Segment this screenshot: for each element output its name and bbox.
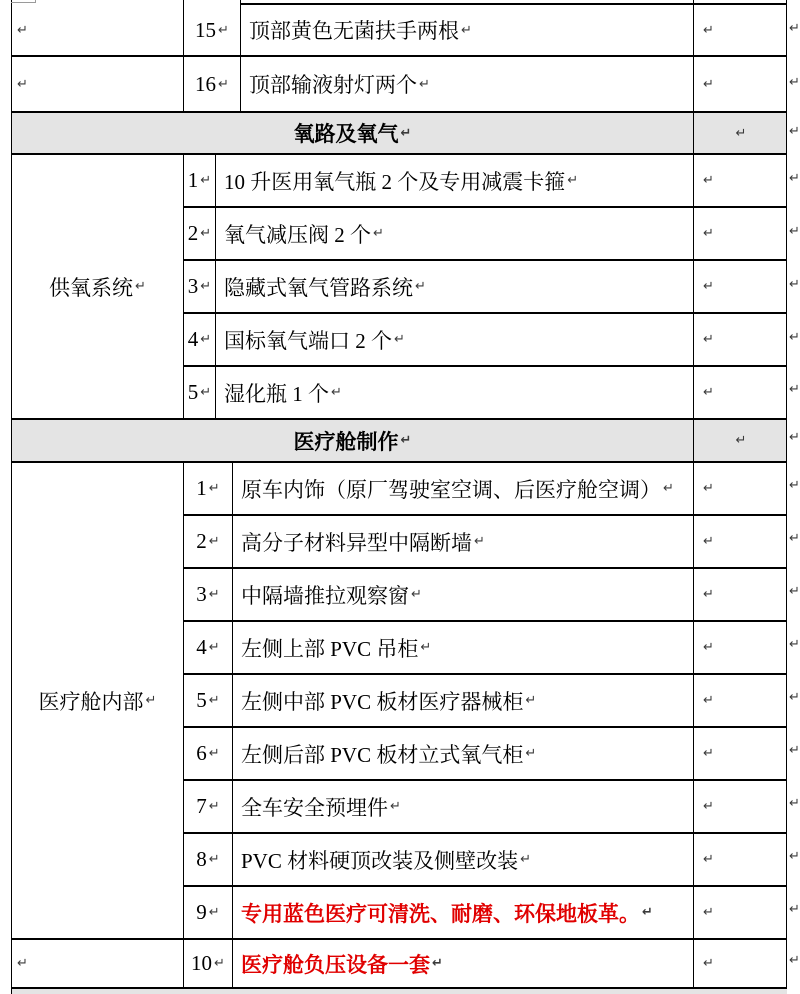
- item-description: 全车安全预埋件: [241, 795, 388, 820]
- item-description-cell: [233, 675, 694, 726]
- row-number-cell: [184, 367, 216, 418]
- paragraph-mark-icon: ↵: [703, 640, 714, 655]
- paragraph-mark-icon: ↵: [208, 640, 220, 655]
- row-number-cell: [184, 57, 241, 111]
- paragraph-mark-icon: ↵: [520, 852, 532, 867]
- item-description: 顶部黄色无菌扶手两根: [249, 19, 459, 43]
- item-description-cell: [216, 155, 694, 206]
- paragraph-mark-icon: ↵: [17, 76, 28, 92]
- paragraph-mark-icon: ↵: [218, 76, 229, 92]
- row-number: 1: [187, 168, 199, 192]
- table-row: [184, 569, 787, 622]
- paragraph-mark-icon: ↵: [208, 693, 220, 708]
- section-rows: [184, 155, 787, 418]
- paragraph-mark-icon: ↵: [789, 330, 800, 345]
- row-number: 2: [187, 221, 199, 245]
- table-row: [184, 728, 787, 781]
- row-number: 3: [196, 582, 207, 606]
- row-number: 10: [191, 951, 213, 975]
- row-number: 6: [196, 741, 207, 765]
- item-description: 原车内饰（原厂驾驶室空调、后医疗舱空调）: [241, 477, 661, 502]
- paragraph-mark-icon: ↵: [789, 75, 800, 90]
- row-number-cell: [184, 261, 216, 312]
- paragraph-mark-icon: ↵: [208, 481, 220, 496]
- paragraph-mark-icon: ↵: [703, 534, 714, 549]
- table-row: [12, 57, 787, 113]
- paragraph-mark-icon: ↵: [208, 905, 220, 920]
- remarks-cell-empty: [694, 940, 787, 987]
- paragraph-mark-icon: ↵: [703, 385, 714, 400]
- paragraph-mark-icon: ↵: [789, 953, 800, 968]
- row-number-cell: [184, 155, 216, 206]
- row-number: 8: [196, 847, 207, 871]
- paragraph-mark-icon: ↵: [208, 534, 220, 549]
- paragraph-mark-icon: ↵: [415, 279, 426, 294]
- table-row: [184, 622, 787, 675]
- paragraph-mark-icon: ↵: [400, 433, 412, 448]
- item-description-cell: [216, 261, 694, 312]
- item-description-cell: [241, 57, 694, 111]
- paragraph-mark-icon: ↵: [474, 534, 485, 549]
- row-number-cell: [184, 516, 233, 567]
- paragraph-mark-icon: ↵: [200, 173, 212, 188]
- section-header-row: [12, 420, 787, 463]
- remarks-cell-empty: [694, 208, 787, 259]
- table-row: [184, 463, 787, 516]
- paragraph-mark-icon: ↵: [789, 584, 800, 599]
- remarks-cell-empty: [694, 781, 787, 832]
- paragraph-mark-icon: ↵: [789, 849, 800, 864]
- section-header-row: [12, 113, 787, 155]
- paragraph-mark-icon: ↵: [419, 76, 430, 92]
- item-description: 国标氧气端口 2 个: [224, 328, 392, 353]
- paragraph-mark-icon: ↵: [214, 956, 225, 971]
- item-description: 隐藏式氧气管路系统: [224, 275, 413, 300]
- remarks-cell-empty: [694, 622, 787, 673]
- remarks-cell-empty: [694, 834, 787, 885]
- paragraph-mark-icon: ↵: [200, 385, 212, 400]
- paragraph-mark-icon: ↵: [789, 171, 800, 186]
- section-header-cell: [12, 420, 694, 461]
- row-number: 1: [196, 476, 207, 500]
- section-header-remarks-cell: [694, 113, 787, 153]
- equipment-table: [11, 0, 787, 994]
- item-description: 高分子材料异型中隔断墙: [241, 530, 472, 555]
- item-description-cell: [233, 781, 694, 832]
- row-number: 4: [187, 327, 199, 351]
- item-description: 左侧中部 PVC 板材医疗器械柜: [241, 689, 524, 714]
- row-number: 16: [195, 71, 217, 96]
- item-description-cell: [233, 887, 694, 938]
- paragraph-mark-icon: ↵: [525, 746, 537, 761]
- table-row: [184, 155, 787, 208]
- category-cell: [12, 463, 184, 938]
- row-number: 3: [187, 274, 199, 298]
- row-number: 7: [196, 794, 207, 818]
- table-row: [12, 940, 787, 989]
- remarks-cell-empty: [694, 261, 787, 312]
- item-description-cell: [241, 5, 694, 55]
- category-cell-empty: [12, 5, 184, 55]
- category-label: 供氧系统: [49, 275, 134, 300]
- table-row: [184, 314, 787, 367]
- row-number-cell: [184, 622, 233, 673]
- paragraph-mark-icon: ↵: [703, 22, 714, 38]
- table-row: [184, 516, 787, 569]
- remarks-cell-empty: [694, 675, 787, 726]
- table-top-cutoff-row: [12, 0, 787, 5]
- item-description-cell: [233, 516, 694, 567]
- paragraph-mark-icon: ↵: [200, 279, 212, 294]
- table-row: [184, 675, 787, 728]
- row-number-cell: [184, 887, 233, 938]
- remarks-cell-empty: [694, 5, 787, 55]
- paragraph-mark-icon: ↵: [703, 905, 714, 920]
- table-row: [184, 887, 787, 938]
- paragraph-mark-icon: ↵: [789, 277, 800, 292]
- remarks-cell-empty: [694, 367, 787, 418]
- paragraph-mark-icon: ↵: [567, 173, 579, 188]
- paragraph-mark-icon: ↵: [789, 743, 800, 758]
- paragraph-mark-icon: ↵: [208, 852, 220, 867]
- paragraph-mark-icon: ↵: [663, 481, 674, 496]
- paragraph-mark-icon: ↵: [789, 902, 800, 917]
- category-cell: [12, 155, 184, 418]
- item-description-cell: [233, 728, 694, 779]
- item-description-cell: [216, 314, 694, 365]
- table-row: [184, 208, 787, 261]
- paragraph-mark-icon: ↵: [703, 799, 714, 814]
- row-number: 4: [196, 635, 207, 659]
- row-number-cell: [184, 675, 233, 726]
- paragraph-mark-icon: ↵: [461, 22, 472, 38]
- paragraph-mark-icon: ↵: [400, 125, 412, 141]
- paragraph-mark-icon: ↵: [703, 693, 714, 708]
- remarks-cell-empty: [694, 569, 787, 620]
- remarks-cell-empty: [694, 728, 787, 779]
- row-number: 9: [196, 900, 207, 924]
- paragraph-mark-icon: ↵: [789, 531, 800, 546]
- paragraph-mark-icon: ↵: [703, 173, 714, 188]
- row-number-cell: [184, 834, 233, 885]
- item-description-cell: [233, 834, 694, 885]
- paragraph-mark-icon: ↵: [789, 430, 800, 445]
- table-row: [12, 5, 787, 57]
- category-label: 医疗舱内部: [38, 689, 144, 714]
- paragraph-mark-icon: ↵: [703, 332, 714, 347]
- item-description: 湿化瓶 1 个: [224, 381, 329, 406]
- section-header-cell: [12, 113, 694, 153]
- category-cell-empty: [12, 57, 184, 111]
- item-description-cell: [233, 622, 694, 673]
- paragraph-mark-icon: ↵: [17, 956, 28, 971]
- table-row: [184, 834, 787, 887]
- paragraph-mark-icon: ↵: [331, 385, 342, 400]
- paragraph-mark-icon: ↵: [789, 382, 800, 397]
- remarks-cell-empty: [694, 155, 787, 206]
- remarks-cell-empty: [694, 463, 787, 514]
- remarks-cell-empty: [694, 887, 787, 938]
- paragraph-mark-icon: ↵: [703, 481, 714, 496]
- row-number: 5: [196, 688, 207, 712]
- remarks-cell-empty: [694, 314, 787, 365]
- category-cell-empty: [12, 940, 184, 987]
- table-row: [184, 367, 787, 418]
- paragraph-mark-icon: ↵: [432, 956, 443, 971]
- item-description: 医疗舱负压设备一套: [241, 952, 430, 977]
- row-number-cell: [184, 463, 233, 514]
- item-description-cell: [233, 569, 694, 620]
- paragraph-mark-icon: ↵: [218, 22, 229, 38]
- paragraph-mark-icon: ↵: [789, 690, 800, 705]
- paragraph-mark-icon: ↵: [145, 693, 157, 708]
- item-description: 中隔墙推拉观察窗: [241, 583, 409, 608]
- table-bottom-cutoff-row: [12, 989, 787, 994]
- paragraph-mark-icon: ↵: [394, 332, 405, 347]
- section-header-title: 医疗舱制作: [293, 429, 399, 454]
- item-description: 专用蓝色医疗可清洗、耐磨、环保地板革。: [241, 901, 640, 926]
- paragraph-mark-icon: ↵: [390, 799, 401, 814]
- paragraph-mark-icon: ↵: [703, 587, 714, 602]
- paragraph-mark-icon: ↵: [703, 76, 714, 92]
- item-description-cell: [233, 940, 694, 987]
- oxygen-supply-section: [12, 155, 787, 420]
- row-number-cell: [184, 569, 233, 620]
- section-header-remarks-cell: [694, 420, 787, 461]
- remarks-cell-empty: [694, 516, 787, 567]
- paragraph-mark-icon: ↵: [703, 226, 714, 241]
- section-rows: [184, 463, 787, 938]
- item-description: 左侧后部 PVC 板材立式氧气柜: [241, 742, 524, 767]
- table-row: [184, 261, 787, 314]
- item-description: 氧气减压阀 2 个: [224, 222, 371, 247]
- paragraph-mark-icon: ↵: [703, 956, 714, 971]
- item-description: 顶部输液射灯两个: [249, 73, 417, 97]
- row-number-cell: [184, 314, 216, 365]
- paragraph-mark-icon: ↵: [789, 478, 800, 493]
- section-header-title: 氧路及氧气: [293, 122, 399, 146]
- paragraph-mark-icon: ↵: [735, 433, 747, 448]
- item-description-cell: [216, 208, 694, 259]
- paragraph-mark-icon: ↵: [135, 279, 146, 294]
- paragraph-mark-icon: ↵: [789, 21, 800, 36]
- row-number: 5: [187, 380, 199, 404]
- paragraph-mark-icon: ↵: [373, 226, 384, 241]
- row-number-cell: [184, 208, 216, 259]
- item-description: 10 升医用氧气瓶 2 个及专用减震卡箍: [224, 169, 566, 194]
- item-description-cell: [233, 463, 694, 514]
- row-number: 2: [196, 529, 207, 553]
- paragraph-mark-icon: ↵: [200, 226, 212, 241]
- table-row: [184, 781, 787, 834]
- paragraph-mark-icon: ↵: [200, 332, 212, 347]
- remarks-cell-empty: [694, 57, 787, 111]
- paragraph-mark-icon: ↵: [642, 905, 653, 920]
- paragraph-mark-icon: ↵: [789, 637, 800, 652]
- paragraph-mark-icon: ↵: [208, 746, 220, 761]
- row-number-cell: [184, 5, 241, 55]
- paragraph-mark-icon: ↵: [789, 124, 800, 139]
- row-number-cell: [184, 940, 233, 987]
- paragraph-mark-icon: ↵: [789, 796, 800, 811]
- paragraph-mark-icon: ↵: [703, 746, 714, 761]
- paragraph-mark-icon: ↵: [208, 799, 220, 814]
- row-number: 15: [195, 17, 217, 42]
- item-description: 左侧上部 PVC 吊柜: [241, 636, 419, 661]
- paragraph-mark-icon: ↵: [17, 22, 28, 38]
- paragraph-mark-icon: ↵: [420, 640, 432, 655]
- paragraph-mark-icon: ↵: [789, 224, 800, 239]
- paragraph-mark-icon: ↵: [703, 279, 714, 294]
- medical-cabin-section: [12, 463, 787, 940]
- paragraph-mark-icon: ↵: [703, 852, 714, 867]
- item-description: PVC 材料硬顶改装及侧壁改装: [241, 848, 519, 873]
- paragraph-mark-icon: ↵: [411, 587, 422, 602]
- item-description-cell: [216, 367, 694, 418]
- row-number-cell: [184, 781, 233, 832]
- paragraph-mark-icon: ↵: [525, 693, 537, 708]
- paragraph-mark-icon: ↵: [208, 587, 220, 602]
- paragraph-mark-icon: ↵: [735, 125, 747, 141]
- row-number-cell: [184, 728, 233, 779]
